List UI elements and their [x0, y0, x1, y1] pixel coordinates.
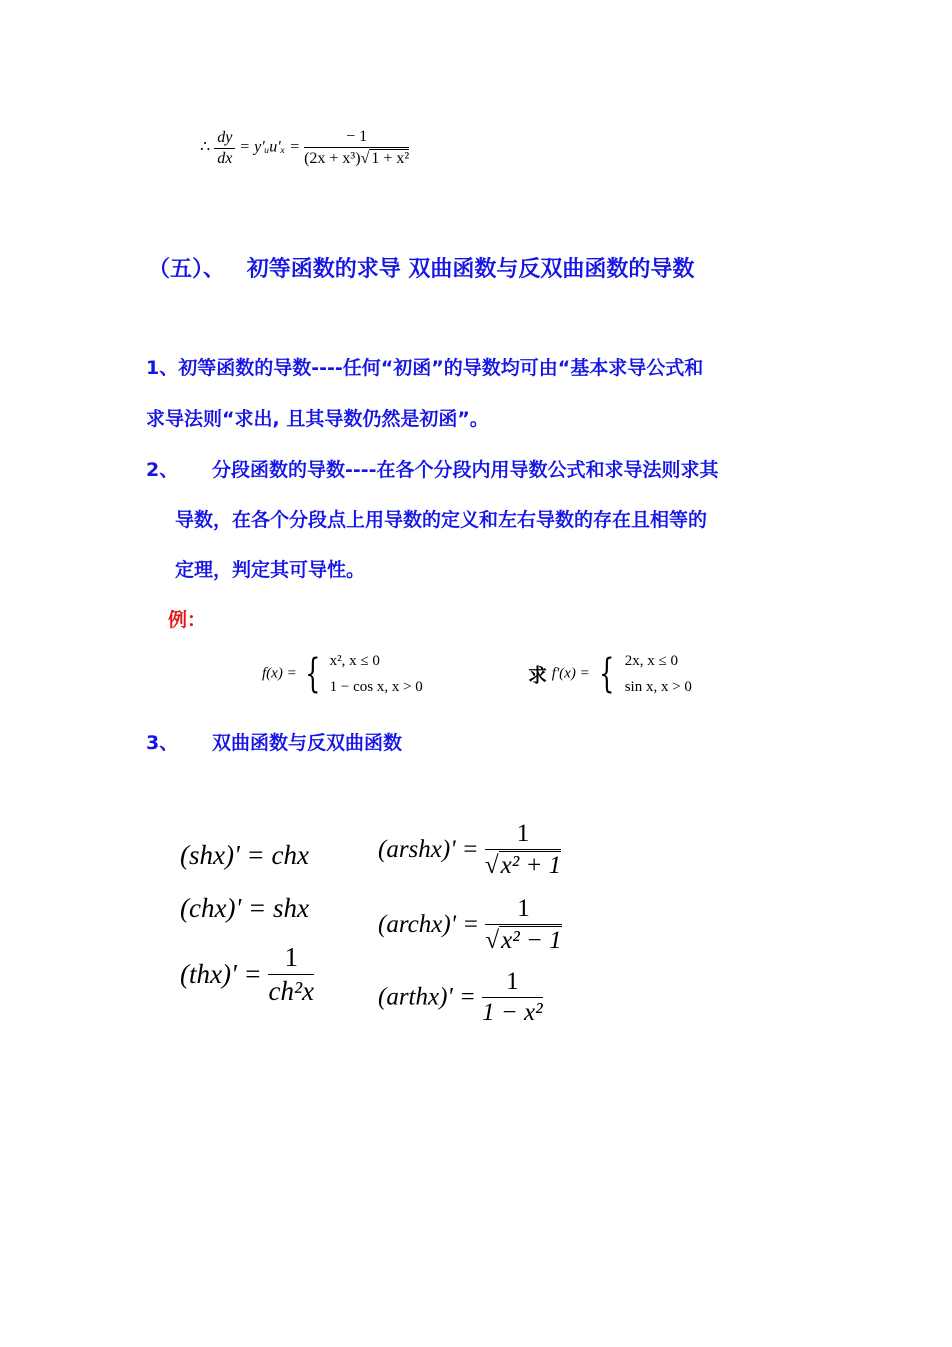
item1-line1: 1、初等函数的导数----任何“初函”的导数均可由“基本求导公式和 [146, 357, 704, 379]
item3-title: 双曲函数与反双曲函数 [212, 732, 403, 754]
section-title: 初等函数的求导 双曲函数与反双曲函数的导数 [246, 257, 695, 282]
ask-label: 求 [528, 664, 548, 687]
section-heading [148, 252, 694, 283]
left-brace: { [305, 651, 321, 697]
item2-line3: 定理，判定其可导性。 [175, 559, 366, 581]
piecewise-fprime: 求 f'(x) = { 2x, x ≤ 0 sin x, x > 0 [528, 651, 692, 697]
arth-derivative: (arthx)' = $\frac{1}{\text{1 − x²}}$ [378, 968, 543, 1026]
chain-rule-middle: = y'ᵤu'ₓ = [239, 138, 301, 156]
item2-number: 2、 [146, 459, 179, 481]
th-derivative: (thx)' = $\frac{1}{\text{ch²x}}$ [180, 942, 315, 1006]
sh-derivative: (shx)' = chx [180, 840, 309, 870]
dy-dx-fraction: $\frac{dy}{dx}$ [214, 129, 235, 168]
piecewise-f: f(x) = { x², x ≤ 0 1 − cos x, x > 0 [262, 651, 423, 697]
item1-line2: 求导法则“求出, 且其导数仍然是初函”。 [146, 408, 489, 430]
item2-line1: 分段函数的导数----在各个分段内用导数公式和求导法则求其 [212, 459, 719, 481]
item3-number: 3、 [146, 732, 179, 754]
left-brace: { [599, 651, 615, 697]
ch-derivative: (chx)' = shx [180, 893, 309, 923]
example-label: 例： [168, 609, 207, 631]
therefore-symbol: ∴ [200, 138, 211, 156]
arsh-derivative: (arshx)' = $\frac{1}{\text{√x² + 1}}$ [378, 820, 562, 879]
item2-line2: 导数，在各个分段点上用导数的定义和左右导数的存在且相等的 [175, 509, 708, 531]
rhs-fraction: $\frac{- 1}{\text{(2x + x³)√ 1 + x²}}$ [304, 128, 410, 167]
section-prefix: （五）、 [148, 257, 226, 282]
top-formula [200, 128, 409, 168]
arch-derivative: (archx)' = $\frac{1}{\text{√x² − 1}}$ [378, 895, 562, 954]
